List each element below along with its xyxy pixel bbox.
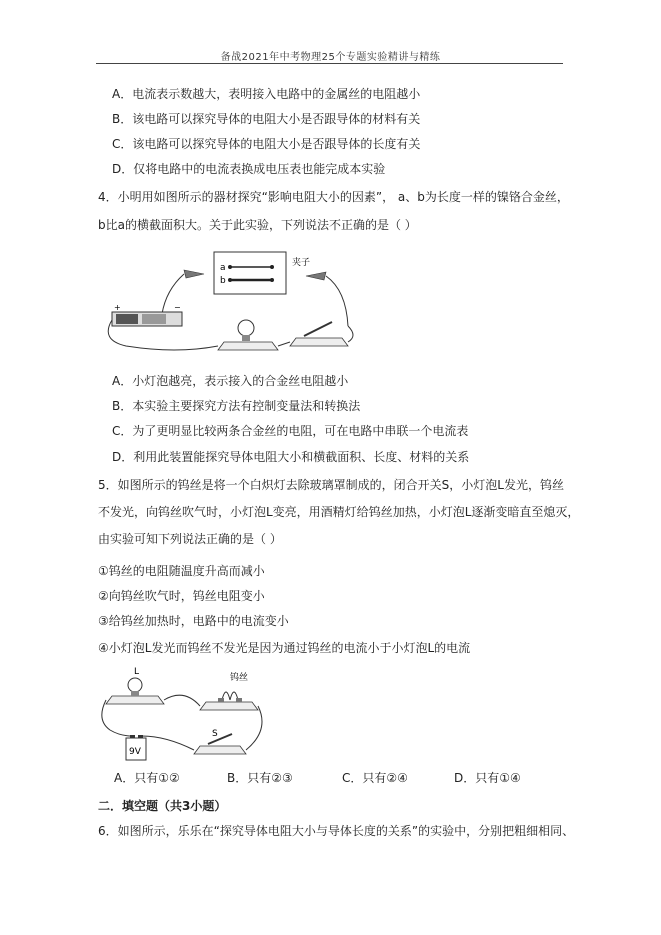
minus-label: − (174, 303, 181, 312)
q3-option-b: B．该电路可以探究导体的电阻大小是否跟导体的材料有关 (112, 112, 421, 126)
tungsten-label: 钨丝 (230, 673, 249, 683)
switch-label: S (212, 729, 218, 739)
q4-stem-line2: b比a的横截面积大。关于此实验，下列说法不正确的是（ ） (98, 218, 417, 232)
q5-stem-line1: 5．如图所示的钨丝是将一个白炽灯去除玻璃罩制成的，闭合开关S，小灯泡L发光，钨丝 (98, 478, 564, 492)
q5-statement-4: ④小灯泡L发光而钨丝不发光是因为通过钨丝的电流小于小灯泡L的电流 (98, 641, 471, 655)
header-rule (96, 63, 563, 64)
q5-statement-1: ①钨丝的电阻随温度升高而减小 (98, 564, 265, 578)
plus-label: + (114, 303, 121, 312)
q4-option-b: B．本实验主要探究方法有控制变量法和转换法 (112, 399, 361, 413)
q4-option-a: A．小灯泡越亮，表示接入的合金丝电阻越小 (112, 374, 349, 388)
q3-option-c: C．该电路可以探究导体的电阻大小是否跟导体的长度有关 (112, 137, 421, 151)
q5-option-d: D．只有①④ (454, 771, 521, 785)
section2-title: 二．填空题（共3小题） (98, 799, 227, 813)
q3-option-d: D．仅将电路中的电流表换成电压表也能完成本实验 (112, 162, 386, 176)
q6-stem-line1: 6．如图所示，乐乐在“探究导体电阻大小与导体长度的关系”的实验中，分别把粗细相同、 (98, 824, 575, 838)
wire-a-label: a (220, 263, 226, 273)
q4-circuit-figure (96, 250, 366, 360)
q5-option-b: B．只有②③ (227, 771, 293, 785)
q5-stem-line2: 不发光，向钨丝吹气时，小灯泡L变亮，用酒精灯给钨丝加热，小灯泡L逐渐变暗直至熄灭， (98, 505, 580, 519)
q5-statement-3: ③给钨丝加热时，电路中的电流变小 (98, 614, 289, 628)
wire-b-label: b (220, 276, 226, 286)
battery-label: 9V (129, 747, 141, 757)
q5-circuit-figure (96, 660, 276, 765)
q3-option-a: A．电流表示数越大，表明接入电路中的金属丝的电阻越小 (112, 87, 421, 101)
q5-option-a: A．只有①② (114, 771, 180, 785)
q5-statement-2: ②向钨丝吹气时，钨丝电阻变小 (98, 589, 265, 603)
lamp-label: L (134, 667, 140, 677)
clip-label: 夹子 (292, 258, 311, 268)
q5-option-c: C．只有②④ (342, 771, 408, 785)
q4-option-c: C．为了更明显比较两条合金丝的电阻，可在电路中串联一个电流表 (112, 424, 469, 438)
q4-stem-line1: 4．小明用如图所示的器材探究“影响电阻大小的因素”， a、b为长度一样的镍铬合金丝， (98, 190, 569, 204)
q4-option-d: D．利用此装置能探究导体电阻大小和横截面积、长度、材料的关系 (112, 450, 470, 464)
q5-stem-line3: 由实验可知下列说法正确的是（ ） (98, 532, 282, 546)
page-header: 备战2021年中考物理25个专题实验精讲与精练 (220, 52, 441, 63)
